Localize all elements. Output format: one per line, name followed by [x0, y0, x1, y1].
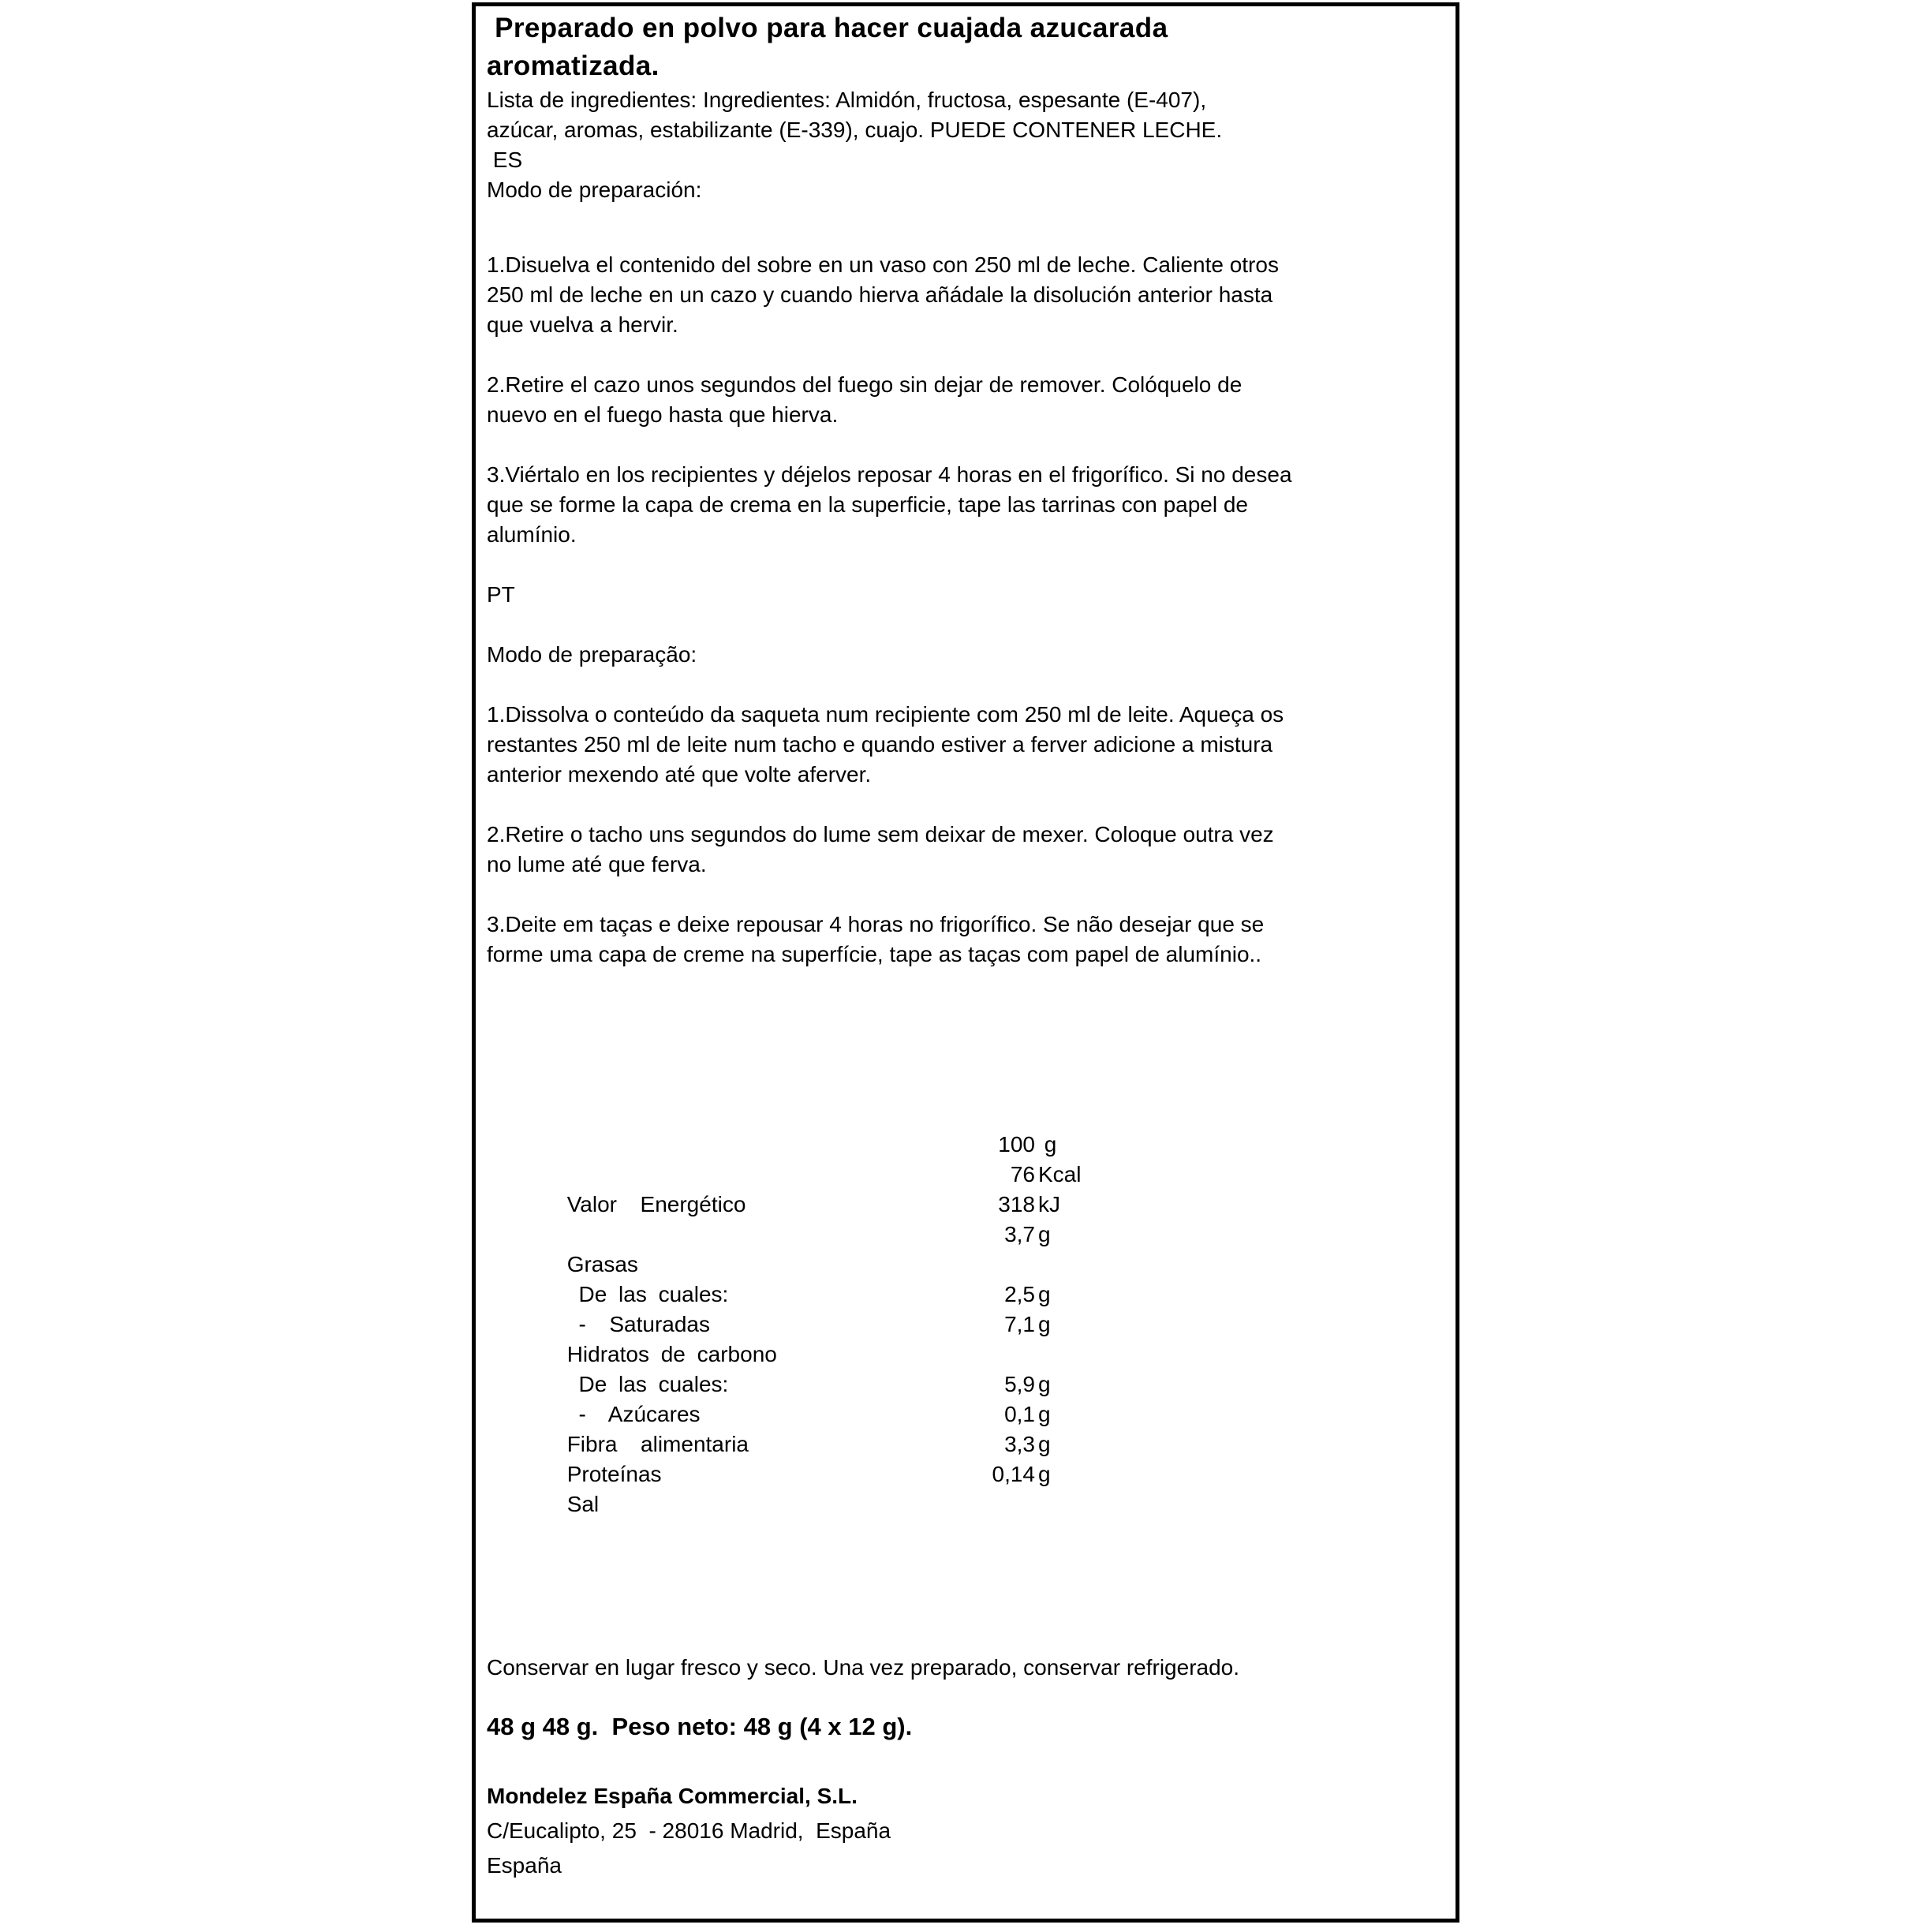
ingredients-line-1: Lista de ingredientes: Ingredientes: Almidón, fructosa, espesante (E-407),: [487, 88, 1207, 112]
nutrition-header-amount: 100: [998, 1132, 1035, 1157]
nutrition-unit: kJ: [1038, 1192, 1060, 1216]
es-step-1-line-2: 250 ml de leche en un cazo y cuando hierva añádale la disolución anterior hasta: [487, 282, 1273, 307]
pt-step-2-line-1: 2.Retire o tacho uns segundos do lume sem deixar de mexer. Coloque outra vez: [487, 822, 1274, 846]
nutrition-unit: g: [1038, 1402, 1051, 1426]
spacer: [487, 550, 1444, 580]
spacer: [487, 610, 1444, 640]
language-code-pt: PT: [487, 582, 515, 607]
es-step-3-line-1: 3.Viértalo en los recipientes y déjelos reposar 4 horas en el frigorífico. Si no desea: [487, 462, 1292, 487]
nutrition-label: Hidratos de carbono: [566, 1342, 777, 1366]
nutrition-unit: g: [1038, 1222, 1051, 1246]
nutrition-header-unit: g: [1038, 1132, 1057, 1157]
manufacturer-address: C/Eucalipto, 25 - 28016 Madrid, España: [487, 1818, 891, 1843]
nutrition-row-carbohydrate: [487, 1310, 1444, 1366]
manufacturer-name: Mondelez España Commercial, S.L.: [487, 1784, 858, 1808]
nutrition-label: - Saturadas: [566, 1312, 710, 1336]
nutrition-table: [487, 1130, 1444, 1516]
nutrition-label: De las cuales:: [566, 1372, 729, 1396]
es-step-1-line-3: que vuelva a hervir.: [487, 312, 678, 337]
language-code-es: ES: [487, 148, 523, 172]
spacer: [487, 1744, 1444, 1779]
nutrition-column-header: [487, 1130, 1444, 1160]
nutrition-label: Grasas: [566, 1252, 638, 1276]
nutrition-unit: g: [1038, 1312, 1051, 1336]
nutrition-label: Valor Energético: [566, 1192, 746, 1216]
product-title-line-1: Preparado en polvo para hacer cuajada azucarada: [487, 13, 1168, 43]
nutrition-unit: g: [1038, 1282, 1051, 1306]
net-weight: 48 g 48 g. Peso neto: 48 g (4 x 12 g).: [487, 1713, 913, 1740]
ingredients-line-2: azúcar, aromas, estabilizante (E-339), cuajo. PUEDE CONTENER LECHE.: [487, 118, 1223, 142]
spacer: [487, 670, 1444, 700]
es-step-2-line-1: 2.Retire el cazo unos segundos del fuego sin dejar de remover. Colóquelo de: [487, 372, 1243, 397]
nutrition-value: 76: [1010, 1162, 1035, 1186]
nutrition-value: 3,3: [1004, 1432, 1035, 1456]
spacer: [487, 430, 1444, 460]
nutrition-value: 2,5: [1004, 1282, 1035, 1306]
spacer: [487, 340, 1444, 370]
nutrition-label: Fibra alimentaria: [566, 1432, 749, 1456]
es-step-1-line-1: 1.Disuelva el contenido del sobre en un vaso con 250 ml de leche. Caliente otros: [487, 252, 1279, 277]
es-preparation-heading: Modo de preparación:: [487, 178, 702, 202]
storage-note: Conservar en lugar fresco y seco. Una vez preparado, conservar refrigerado.: [487, 1655, 1240, 1680]
nutrition-label: - Azúcares: [566, 1402, 701, 1426]
pt-preparation-heading: Modo de preparação:: [487, 642, 697, 667]
nutrition-row-energy-kj: [487, 1190, 1444, 1220]
pt-step-1-line-2: restantes 250 ml de leite num tacho e quando estiver a ferver adicione a mistura: [487, 732, 1273, 757]
spacer: [487, 205, 1444, 250]
nutrition-value: 3,7: [1004, 1222, 1035, 1246]
nutrition-row-salt: [487, 1459, 1444, 1516]
nutrition-label: De las cuales:: [566, 1282, 729, 1306]
es-step-3-line-2: que se forme la capa de crema en la superficie, tape las tarrinas con papel de: [487, 492, 1249, 517]
nutrition-unit: g: [1038, 1432, 1051, 1456]
pt-step-2-line-2: no lume até que ferva.: [487, 852, 707, 876]
nutrition-unit: g: [1038, 1372, 1051, 1396]
pt-step-1-line-1: 1.Dissolva o conteúdo da saqueta num recipiente com 250 ml de leite. Aqueça os: [487, 702, 1284, 727]
nutrition-value: 0,1: [1004, 1402, 1035, 1426]
nutrition-value: 5,9: [1004, 1372, 1035, 1396]
spacer: [487, 970, 1444, 1130]
nutrition-unit: g: [1038, 1462, 1051, 1486]
nutrition-label: Sal: [566, 1492, 600, 1516]
pt-step-1-line-3: anterior mexendo até que volte aferver.: [487, 762, 872, 787]
nutrition-label: Proteínas: [566, 1462, 662, 1486]
nutrition-row-fat: [487, 1220, 1444, 1276]
spacer: [487, 1683, 1444, 1710]
manufacturer-country: España: [487, 1853, 562, 1878]
nutrition-unit: Kcal: [1038, 1162, 1082, 1186]
product-title-line-2: aromatizada.: [487, 50, 660, 81]
spacer: [487, 880, 1444, 910]
nutrition-value: 318: [998, 1192, 1035, 1216]
pt-step-3-line-2: forme uma capa de creme na superfície, tape as taças com papel de alumínio..: [487, 942, 1262, 966]
es-step-3-line-3: alumínio.: [487, 522, 577, 547]
label-document: [472, 2, 1459, 1923]
nutrition-value: 7,1: [1004, 1312, 1035, 1336]
pt-step-3-line-1: 3.Deite em taças e deixe repousar 4 horas no frigorífico. Se não desejar que se: [487, 912, 1265, 936]
spacer: [487, 1489, 1444, 1653]
nutrition-value: 0,14: [992, 1462, 1035, 1486]
spacer: [487, 790, 1444, 820]
es-step-2-line-2: nuevo en el fuego hasta que hierva.: [487, 402, 839, 427]
